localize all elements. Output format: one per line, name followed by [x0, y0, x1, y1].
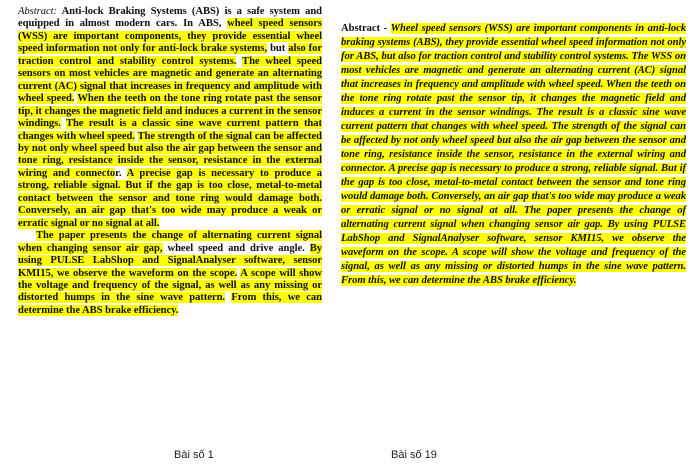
left-intro-text: Anti-lock Braking Systems (ABS) is a safe system and equipped in almost modern cars. In ABS, — [18, 6, 322, 30]
left-abstract-label: Abstract: — [18, 6, 57, 17]
left-highlight-strength: The strength of the signal can be affected by not only wheel speed but also the air gap between the sensor and tone ring, resistance inside the sensor, resistance in the external wiring and connecto — [18, 130, 322, 179]
left-highlight-sine-wave: The result is a classic sine wave current pattern that changes with wheel speed. — [18, 118, 322, 142]
left-highlight-pulse: By using PULSE LabShop and SignalAnalyser software, sensor KMI15, we observe the waveform on the scope. — [18, 242, 322, 279]
right-paper-abstract — [341, 22, 686, 288]
left-highlight-magnetic: The wheel speed sensors on most vehicles are magnetic and generate an alternating current (AC) signal that increases in frequency and amplitude with wheel speed. — [18, 55, 322, 105]
left-highlight-traction: also for traction control and stability control systems. — [18, 43, 322, 67]
left-highlight-wss: wheel speed sensors (WSS) are important components, they provide essential wheel speed information not only for anti-lock brake systems, — [18, 18, 323, 55]
left-paper-abstract — [18, 6, 322, 317]
left-paragraph-1 — [18, 6, 322, 230]
left-highlight-efficiency: From this, we can determine the ABS brake efficiency. — [18, 292, 322, 316]
left-plain-text-connector: r. — [115, 167, 122, 179]
left-highlight-paper-presents: The paper presents the change of alternating current signal when changing sensor air gap, — [18, 230, 322, 254]
left-plain-wheel-speed: wheel speed and drive angle. — [167, 242, 305, 254]
right-paragraph — [341, 22, 686, 288]
caption-left: Bài số 1 — [174, 449, 214, 461]
left-highlight-tone-ring: When the teeth on the tone ring rotate past the sensor tip, it changes the magnetic field and induces a current in the sensor windings. — [18, 93, 322, 130]
right-highlight-body: Wheel speed sensors (WSS) are important components in anti-lock braking systems (ABS), they provide essential wheel speed information not only for ABS, but also for traction control and stability control systems. The WSS on most vehicles are magnetic and generate an alternating current (AC) signal that increases in frequency and amplitude with wheel speed. When the teeth on the tone ring rotate past the sensor tip, it changes the magnetic field and induces a current in the sensor windings. The result is a classic sine wave current pattern that changes with wheel speed. The strength of the signal can be affected by not only wheel speed but also the air gap between the sensor and tone ring, resistance inside the sensor, resistance in the external wiring and connector. A precise gap is necessary to produce a strong, reliable signal. But if the gap is too close, metal-to-metal contact between the sensor and tone ring would damage both. Conversely, an air gap that's too wide may produce a weak or erratic signal or no signal at all. The paper presents the change of alternating current signal when changing sensor air gap. By using PULSE LabShop and SignalAnalyser software, sensor KMI15, we observe the waveform on the scope. A scope will show the voltage and frequency of the signal, as well as any missing or distorted humps in the sine wave pattern. From this, we can determine the ABS brake efficiency. — [341, 23, 686, 286]
left-paragraph-2 — [18, 230, 322, 317]
left-highlight-gap: A precise gap is necessary to produce a strong, reliable signal. But if the gap is too close, metal-to-metal contact between the sensor and tone ring would damage both. Conversely, an air gap that's too wide may produce a weak or erratic signal or no signal at all. — [18, 167, 323, 229]
left-plain-text: but — [270, 43, 286, 55]
left-highlight-scope: A scope will show the voltage and frequency of the signal, as well as any missing or distorted humps in the sine wave pattern. — [18, 267, 322, 304]
caption-right: Bài số 19 — [391, 449, 437, 461]
right-abstract-label: Abstract - — [341, 23, 391, 34]
